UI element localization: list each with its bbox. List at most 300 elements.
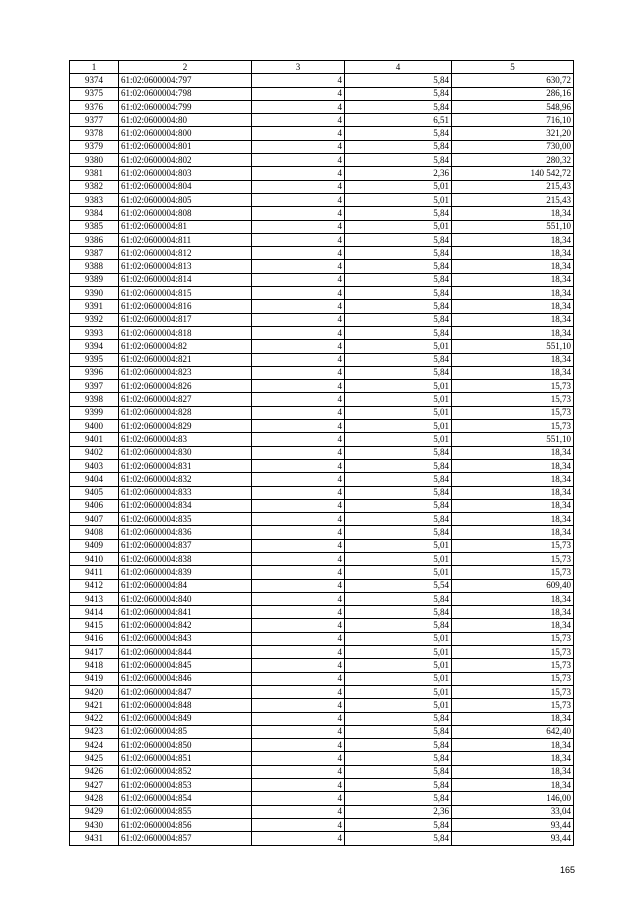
rate-cell: 5,01 <box>345 433 452 446</box>
cadastral-number-cell: 61:02:0600004:815 <box>119 287 252 300</box>
cadastral-number-cell: 61:02:0600004:838 <box>119 552 252 565</box>
table-row <box>70 114 574 127</box>
cadastral-number-cell: 61:02:0600004:833 <box>119 486 252 499</box>
rate-cell: 5,01 <box>345 406 452 419</box>
rate-cell: 5,01 <box>345 672 452 685</box>
amount-cell: 18,34 <box>452 233 574 246</box>
row-number-cell: 9421 <box>70 699 119 712</box>
cadastral-number-cell: 61:02:0600004:829 <box>119 420 252 433</box>
cadastral-number-cell: 61:02:0600004:85 <box>119 725 252 738</box>
table-row <box>70 792 574 805</box>
cadastral-number-cell: 61:02:0600004:848 <box>119 699 252 712</box>
row-number-cell: 9388 <box>70 260 119 273</box>
row-number-cell: 9425 <box>70 752 119 765</box>
rate-cell: 5,84 <box>345 739 452 752</box>
table-row <box>70 100 574 113</box>
cadastral-number-cell: 61:02:0600004:855 <box>119 805 252 818</box>
group-cell: 4 <box>252 74 345 87</box>
amount-cell: 18,34 <box>452 207 574 220</box>
table-row <box>70 247 574 260</box>
group-cell: 4 <box>252 340 345 353</box>
group-cell: 4 <box>252 459 345 472</box>
rate-cell: 5,84 <box>345 499 452 512</box>
cadastral-number-cell: 61:02:0600004:832 <box>119 473 252 486</box>
amount-cell: 18,34 <box>452 287 574 300</box>
rate-cell: 5,01 <box>345 552 452 565</box>
row-number-cell: 9410 <box>70 552 119 565</box>
row-number-cell: 9387 <box>70 247 119 260</box>
group-cell: 4 <box>252 273 345 286</box>
group-cell: 4 <box>252 818 345 831</box>
rate-cell: 5,01 <box>345 539 452 552</box>
group-cell: 4 <box>252 725 345 738</box>
amount-cell: 18,34 <box>452 752 574 765</box>
group-cell: 4 <box>252 260 345 273</box>
group-cell: 4 <box>252 87 345 100</box>
group-cell: 4 <box>252 233 345 246</box>
group-cell: 4 <box>252 207 345 220</box>
rate-cell: 5,84 <box>345 74 452 87</box>
amount-cell: 18,34 <box>452 326 574 339</box>
row-number-cell: 9383 <box>70 193 119 206</box>
table-row <box>70 366 574 379</box>
cadastral-number-cell: 61:02:0600004:802 <box>119 154 252 167</box>
amount-cell: 18,34 <box>452 446 574 459</box>
group-cell: 4 <box>252 792 345 805</box>
amount-cell: 551,10 <box>452 220 574 233</box>
row-number-cell: 9424 <box>70 739 119 752</box>
amount-cell: 15,73 <box>452 552 574 565</box>
cadastral-number-cell: 61:02:0600004:805 <box>119 193 252 206</box>
cadastral-number-cell: 61:02:0600004:831 <box>119 459 252 472</box>
amount-cell: 18,34 <box>452 606 574 619</box>
column-header: 1 <box>70 61 119 74</box>
amount-cell: 716,10 <box>452 114 574 127</box>
rate-cell: 5,84 <box>345 140 452 153</box>
row-number-cell: 9418 <box>70 659 119 672</box>
table-row <box>70 526 574 539</box>
cadastral-number-cell: 61:02:0600004:80 <box>119 114 252 127</box>
group-cell: 4 <box>252 393 345 406</box>
table-row <box>70 193 574 206</box>
amount-cell: 18,34 <box>452 300 574 313</box>
rate-cell: 5,84 <box>345 273 452 286</box>
row-number-cell: 9430 <box>70 818 119 831</box>
group-cell: 4 <box>252 765 345 778</box>
cadastral-number-cell: 61:02:0600004:827 <box>119 393 252 406</box>
row-number-cell: 9403 <box>70 459 119 472</box>
cadastral-number-cell: 61:02:0600004:818 <box>119 326 252 339</box>
amount-cell: 18,34 <box>452 712 574 725</box>
table-row <box>70 420 574 433</box>
table-row <box>70 818 574 831</box>
amount-cell: 18,34 <box>452 313 574 326</box>
row-number-cell: 9395 <box>70 353 119 366</box>
cadastral-number-cell: 61:02:0600004:82 <box>119 340 252 353</box>
row-number-cell: 9422 <box>70 712 119 725</box>
group-cell: 4 <box>252 619 345 632</box>
rate-cell: 5,84 <box>345 818 452 831</box>
table-row <box>70 646 574 659</box>
rate-cell: 5,01 <box>345 632 452 645</box>
row-number-cell: 9378 <box>70 127 119 140</box>
row-number-cell: 9431 <box>70 832 119 845</box>
table-row <box>70 579 574 592</box>
row-number-cell: 9423 <box>70 725 119 738</box>
amount-cell: 548,96 <box>452 100 574 113</box>
cadastral-number-cell: 61:02:0600004:835 <box>119 513 252 526</box>
table-row <box>70 140 574 153</box>
rate-cell: 5,84 <box>345 619 452 632</box>
group-cell: 4 <box>252 114 345 127</box>
group-cell: 4 <box>252 805 345 818</box>
rate-cell: 5,84 <box>345 752 452 765</box>
row-number-cell: 9428 <box>70 792 119 805</box>
group-cell: 4 <box>252 193 345 206</box>
rate-cell: 5,84 <box>345 606 452 619</box>
group-cell: 4 <box>252 526 345 539</box>
table-row <box>70 287 574 300</box>
group-cell: 4 <box>252 685 345 698</box>
table-row <box>70 167 574 180</box>
table-row <box>70 513 574 526</box>
group-cell: 4 <box>252 486 345 499</box>
row-number-cell: 9379 <box>70 140 119 153</box>
row-number-cell: 9412 <box>70 579 119 592</box>
rate-cell: 5,84 <box>345 459 452 472</box>
group-cell: 4 <box>252 712 345 725</box>
table-row <box>70 739 574 752</box>
rate-cell: 5,84 <box>345 87 452 100</box>
row-number-cell: 9413 <box>70 592 119 605</box>
amount-cell: 15,73 <box>452 393 574 406</box>
cadastral-number-cell: 61:02:0600004:830 <box>119 446 252 459</box>
cadastral-number-cell: 61:02:0600004:817 <box>119 313 252 326</box>
row-number-cell: 9417 <box>70 646 119 659</box>
group-cell: 4 <box>252 300 345 313</box>
row-number-cell: 9401 <box>70 433 119 446</box>
table-row <box>70 273 574 286</box>
group-cell: 4 <box>252 313 345 326</box>
row-number-cell: 9376 <box>70 100 119 113</box>
amount-cell: 18,34 <box>452 526 574 539</box>
group-cell: 4 <box>252 380 345 393</box>
cadastral-number-cell: 61:02:0600004:837 <box>119 539 252 552</box>
row-number-cell: 9393 <box>70 326 119 339</box>
table-row <box>70 632 574 645</box>
table-row <box>70 805 574 818</box>
amount-cell: 18,34 <box>452 513 574 526</box>
row-number-cell: 9384 <box>70 207 119 220</box>
group-cell: 4 <box>252 446 345 459</box>
amount-cell: 280,32 <box>452 154 574 167</box>
table-row <box>70 619 574 632</box>
rate-cell: 5,01 <box>345 340 452 353</box>
cadastral-number-cell: 61:02:0600004:852 <box>119 765 252 778</box>
row-number-cell: 9427 <box>70 779 119 792</box>
table-row <box>70 446 574 459</box>
group-cell: 4 <box>252 566 345 579</box>
rate-cell: 6,51 <box>345 114 452 127</box>
amount-cell: 18,34 <box>452 499 574 512</box>
amount-cell: 18,34 <box>452 247 574 260</box>
rate-cell: 5,84 <box>345 725 452 738</box>
data-table <box>69 60 574 846</box>
table-row <box>70 779 574 792</box>
cadastral-number-cell: 61:02:0600004:798 <box>119 87 252 100</box>
group-cell: 4 <box>252 832 345 845</box>
group-cell: 4 <box>252 592 345 605</box>
cadastral-number-cell: 61:02:0600004:84 <box>119 579 252 592</box>
table-row <box>70 606 574 619</box>
group-cell: 4 <box>252 606 345 619</box>
group-cell: 4 <box>252 779 345 792</box>
row-number-cell: 9411 <box>70 566 119 579</box>
amount-cell: 609,40 <box>452 579 574 592</box>
table-row <box>70 539 574 552</box>
rate-cell: 5,84 <box>345 353 452 366</box>
rate-cell: 5,84 <box>345 592 452 605</box>
rate-cell: 5,01 <box>345 659 452 672</box>
group-cell: 4 <box>252 659 345 672</box>
group-cell: 4 <box>252 154 345 167</box>
group-cell: 4 <box>252 167 345 180</box>
cadastral-number-cell: 61:02:0600004:823 <box>119 366 252 379</box>
amount-cell: 93,44 <box>452 818 574 831</box>
amount-cell: 642,40 <box>452 725 574 738</box>
cadastral-number-cell: 61:02:0600004:801 <box>119 140 252 153</box>
table-row <box>70 300 574 313</box>
cadastral-number-cell: 61:02:0600004:842 <box>119 619 252 632</box>
row-number-cell: 9420 <box>70 685 119 698</box>
amount-cell: 18,34 <box>452 366 574 379</box>
cadastral-number-cell: 61:02:0600004:854 <box>119 792 252 805</box>
row-number-cell: 9392 <box>70 313 119 326</box>
rate-cell: 5,01 <box>345 193 452 206</box>
table-row <box>70 340 574 353</box>
rate-cell: 5,84 <box>345 486 452 499</box>
cadastral-number-cell: 61:02:0600004:846 <box>119 672 252 685</box>
row-number-cell: 9402 <box>70 446 119 459</box>
row-number-cell: 9405 <box>70 486 119 499</box>
group-cell: 4 <box>252 433 345 446</box>
cadastral-number-cell: 61:02:0600004:799 <box>119 100 252 113</box>
amount-cell: 140 542,72 <box>452 167 574 180</box>
row-number-cell: 9377 <box>70 114 119 127</box>
amount-cell: 15,73 <box>452 420 574 433</box>
page-number: 165 <box>560 865 576 875</box>
amount-cell: 18,34 <box>452 353 574 366</box>
group-cell: 4 <box>252 100 345 113</box>
group-cell: 4 <box>252 672 345 685</box>
group-cell: 4 <box>252 539 345 552</box>
group-cell: 4 <box>252 699 345 712</box>
table-row <box>70 154 574 167</box>
row-number-cell: 9415 <box>70 619 119 632</box>
row-number-cell: 9381 <box>70 167 119 180</box>
group-cell: 4 <box>252 247 345 260</box>
row-number-cell: 9389 <box>70 273 119 286</box>
table-row <box>70 433 574 446</box>
group-cell: 4 <box>252 140 345 153</box>
amount-cell: 286,16 <box>452 87 574 100</box>
amount-cell: 15,73 <box>452 699 574 712</box>
cadastral-number-cell: 61:02:0600004:803 <box>119 167 252 180</box>
amount-cell: 18,34 <box>452 459 574 472</box>
table-row <box>70 380 574 393</box>
rate-cell: 5,84 <box>345 233 452 246</box>
rate-cell: 5,84 <box>345 127 452 140</box>
amount-cell: 18,34 <box>452 273 574 286</box>
table-row <box>70 220 574 233</box>
cadastral-number-cell: 61:02:0600004:800 <box>119 127 252 140</box>
amount-cell: 146,00 <box>452 792 574 805</box>
cadastral-number-cell: 61:02:0600004:814 <box>119 273 252 286</box>
table-row <box>70 832 574 845</box>
cadastral-number-cell: 61:02:0600004:828 <box>119 406 252 419</box>
cadastral-number-cell: 61:02:0600004:836 <box>119 526 252 539</box>
table-row <box>70 406 574 419</box>
cadastral-number-cell: 61:02:0600004:816 <box>119 300 252 313</box>
amount-cell: 15,73 <box>452 685 574 698</box>
cadastral-number-cell: 61:02:0600004:853 <box>119 779 252 792</box>
row-number-cell: 9406 <box>70 499 119 512</box>
table-body <box>70 74 574 845</box>
rate-cell: 5,01 <box>345 393 452 406</box>
table-row <box>70 459 574 472</box>
cadastral-number-cell: 61:02:0600004:857 <box>119 832 252 845</box>
group-cell: 4 <box>252 632 345 645</box>
group-cell: 4 <box>252 127 345 140</box>
row-number-cell: 9396 <box>70 366 119 379</box>
rate-cell: 5,84 <box>345 287 452 300</box>
amount-cell: 18,34 <box>452 765 574 778</box>
amount-cell: 18,34 <box>452 779 574 792</box>
rate-cell: 5,84 <box>345 313 452 326</box>
group-cell: 4 <box>252 579 345 592</box>
rate-cell: 5,84 <box>345 326 452 339</box>
group-cell: 4 <box>252 366 345 379</box>
row-number-cell: 9394 <box>70 340 119 353</box>
table-row <box>70 87 574 100</box>
group-cell: 4 <box>252 499 345 512</box>
row-number-cell: 9391 <box>70 300 119 313</box>
row-number-cell: 9374 <box>70 74 119 87</box>
row-number-cell: 9386 <box>70 233 119 246</box>
group-cell: 4 <box>252 552 345 565</box>
rate-cell: 5,01 <box>345 380 452 393</box>
row-number-cell: 9407 <box>70 513 119 526</box>
table-row <box>70 699 574 712</box>
amount-cell: 18,34 <box>452 260 574 273</box>
table-row <box>70 313 574 326</box>
column-header: 3 <box>252 61 345 74</box>
cadastral-number-cell: 61:02:0600004:841 <box>119 606 252 619</box>
cadastral-number-cell: 61:02:0600004:834 <box>119 499 252 512</box>
amount-cell: 18,34 <box>452 739 574 752</box>
column-header: 4 <box>345 61 452 74</box>
rate-cell: 5,84 <box>345 832 452 845</box>
group-cell: 4 <box>252 752 345 765</box>
row-number-cell: 9404 <box>70 473 119 486</box>
row-number-cell: 9398 <box>70 393 119 406</box>
rate-cell: 5,01 <box>345 566 452 579</box>
row-number-cell: 9400 <box>70 420 119 433</box>
group-cell: 4 <box>252 353 345 366</box>
row-number-cell: 9408 <box>70 526 119 539</box>
cadastral-number-cell: 61:02:0600004:804 <box>119 180 252 193</box>
amount-cell: 321,20 <box>452 127 574 140</box>
rate-cell: 5,84 <box>345 792 452 805</box>
row-number-cell: 9409 <box>70 539 119 552</box>
row-number-cell: 9390 <box>70 287 119 300</box>
table-row <box>70 473 574 486</box>
amount-cell: 15,73 <box>452 659 574 672</box>
group-cell: 4 <box>252 287 345 300</box>
rate-cell: 5,84 <box>345 154 452 167</box>
amount-cell: 215,43 <box>452 180 574 193</box>
cadastral-number-cell: 61:02:0600004:843 <box>119 632 252 645</box>
table-row <box>70 752 574 765</box>
rate-cell: 5,84 <box>345 366 452 379</box>
cadastral-number-cell: 61:02:0600004:808 <box>119 207 252 220</box>
rate-cell: 5,01 <box>345 180 452 193</box>
amount-cell: 551,10 <box>452 340 574 353</box>
table-header-row <box>70 61 574 74</box>
row-number-cell: 9380 <box>70 154 119 167</box>
table-row <box>70 659 574 672</box>
table-row <box>70 180 574 193</box>
row-number-cell: 9414 <box>70 606 119 619</box>
rate-cell: 5,01 <box>345 699 452 712</box>
amount-cell: 18,34 <box>452 486 574 499</box>
group-cell: 4 <box>252 420 345 433</box>
cadastral-number-cell: 61:02:0600004:811 <box>119 233 252 246</box>
group-cell: 4 <box>252 739 345 752</box>
column-header: 2 <box>119 61 252 74</box>
group-cell: 4 <box>252 326 345 339</box>
table-row <box>70 552 574 565</box>
amount-cell: 215,43 <box>452 193 574 206</box>
amount-cell: 15,73 <box>452 672 574 685</box>
amount-cell: 18,34 <box>452 473 574 486</box>
table-row <box>70 486 574 499</box>
row-number-cell: 9397 <box>70 380 119 393</box>
table-row <box>70 74 574 87</box>
rate-cell: 5,84 <box>345 446 452 459</box>
cadastral-number-cell: 61:02:0600004:851 <box>119 752 252 765</box>
table-row <box>70 326 574 339</box>
cadastral-number-cell: 61:02:0600004:81 <box>119 220 252 233</box>
group-cell: 4 <box>252 220 345 233</box>
cadastral-number-cell: 61:02:0600004:847 <box>119 685 252 698</box>
group-cell: 4 <box>252 513 345 526</box>
row-number-cell: 9419 <box>70 672 119 685</box>
rate-cell: 5,84 <box>345 247 452 260</box>
rate-cell: 5,84 <box>345 260 452 273</box>
cadastral-number-cell: 61:02:0600004:844 <box>119 646 252 659</box>
cadastral-number-cell: 61:02:0600004:797 <box>119 74 252 87</box>
cadastral-number-cell: 61:02:0600004:845 <box>119 659 252 672</box>
amount-cell: 15,73 <box>452 539 574 552</box>
rate-cell: 5,84 <box>345 207 452 220</box>
rate-cell: 2,36 <box>345 805 452 818</box>
table-row <box>70 233 574 246</box>
rate-cell: 5,84 <box>345 513 452 526</box>
rate-cell: 5,01 <box>345 420 452 433</box>
amount-cell: 15,73 <box>452 566 574 579</box>
group-cell: 4 <box>252 646 345 659</box>
